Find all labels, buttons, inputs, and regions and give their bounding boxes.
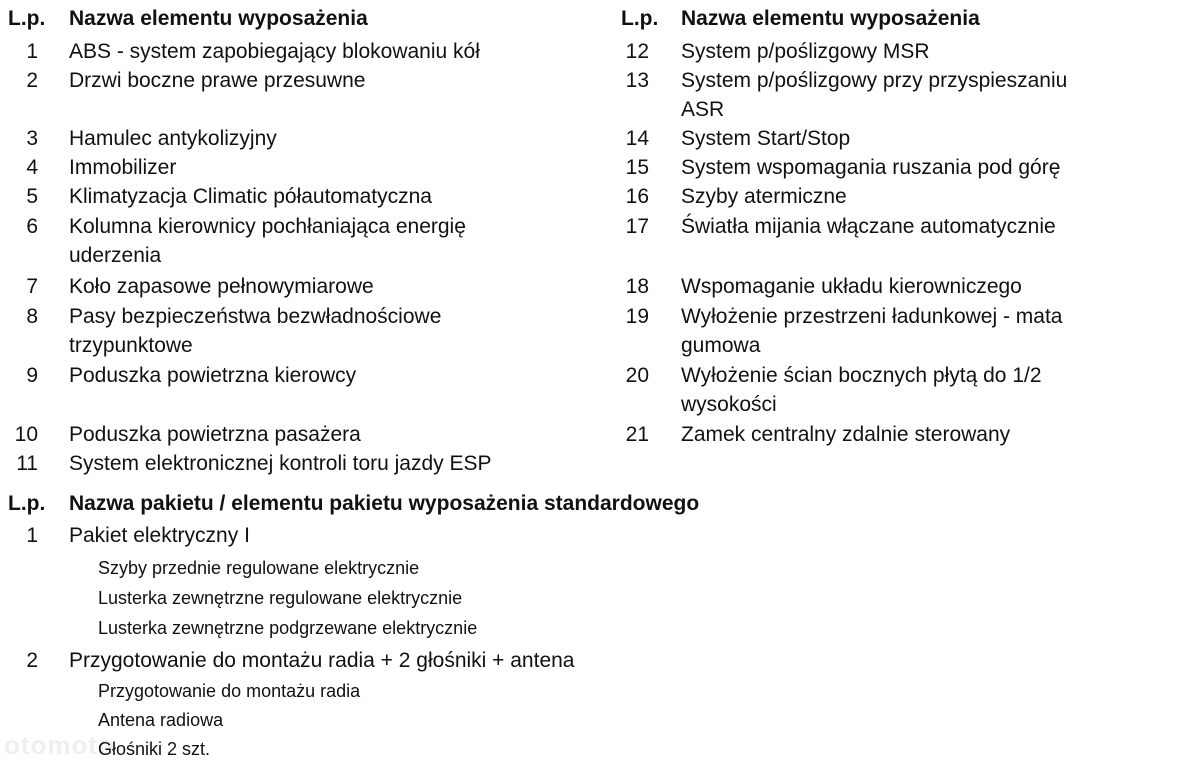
item-name: Zamek centralny zdalnie sterowany xyxy=(681,423,1011,446)
item-number: 4 xyxy=(26,156,38,179)
item-name-continued: trzypunktowe xyxy=(69,334,193,357)
package-element: Lusterka zewnętrzne podgrzewane elektrycznie xyxy=(98,618,478,638)
item-number: 13 xyxy=(625,69,649,92)
item-number: 10 xyxy=(14,423,38,446)
item-name-continued: ASR xyxy=(681,98,725,121)
item-name: System p/poślizgowy MSR xyxy=(681,40,930,63)
item-name: Szyby atermiczne xyxy=(681,185,847,208)
item-name: Klimatyzacja Climatic półautomatyczna xyxy=(69,185,432,208)
package-name: Przygotowanie do montażu radia + 2 głośniki + antena xyxy=(69,649,575,672)
package-element: Przygotowanie do montażu radia xyxy=(98,681,361,701)
package-header-name: Nazwa pakietu / elementu pakietu wyposażenia standardowego xyxy=(69,492,700,515)
item-name: Poduszka powietrzna kierowcy xyxy=(69,364,357,387)
package-number: 1 xyxy=(26,524,38,547)
item-number: 21 xyxy=(625,423,649,446)
item-number: 17 xyxy=(625,215,649,238)
item-name: Poduszka powietrzna pasażera xyxy=(69,423,361,446)
package-element: Antena radiowa xyxy=(98,710,224,730)
package-header-lp: L.p. xyxy=(8,492,46,515)
item-name: Wyłożenie przestrzeni ładunkowej - mata xyxy=(681,305,1063,328)
item-name: System p/poślizgowy przy przyspieszaniu xyxy=(681,69,1068,92)
right-header-name: Nazwa elementu wyposażenia xyxy=(681,7,980,30)
watermark: otomoto xyxy=(4,730,115,760)
item-name: ABS - system zapobiegający blokowaniu kół xyxy=(69,40,480,63)
item-name: Pasy bezpieczeństwa bezwładnościowe xyxy=(69,305,442,328)
item-name: Drzwi boczne prawe przesuwne xyxy=(69,69,366,92)
item-number: 3 xyxy=(26,127,38,150)
package-element: Szyby przednie regulowane elektrycznie xyxy=(98,558,420,578)
item-number: 1 xyxy=(26,40,38,63)
left-header-name: Nazwa elementu wyposażenia xyxy=(69,7,368,30)
item-name-continued: wysokości xyxy=(681,393,777,416)
item-name: Wyłożenie ścian bocznych płytą do 1/2 xyxy=(681,364,1042,387)
item-name: Kolumna kierownicy pochłaniająca energię xyxy=(69,215,466,238)
item-name: System wspomagania ruszania pod górę xyxy=(681,156,1061,179)
item-name: Światła mijania włączane automatycznie xyxy=(681,215,1056,238)
item-name-continued: gumowa xyxy=(681,334,761,357)
package-name: Pakiet elektryczny I xyxy=(69,524,250,547)
item-number: 2 xyxy=(26,69,38,92)
item-name-continued: uderzenia xyxy=(69,244,162,267)
item-name: System elektronicznej kontroli toru jazdy ESP xyxy=(69,452,492,475)
item-number: 16 xyxy=(625,185,649,208)
item-number: 19 xyxy=(625,305,649,328)
item-number: 5 xyxy=(26,185,38,208)
item-number: 18 xyxy=(625,275,649,298)
item-number: 12 xyxy=(625,40,649,63)
item-number: 8 xyxy=(26,305,38,328)
item-name: Hamulec antykolizyjny xyxy=(69,127,277,150)
item-number: 15 xyxy=(625,156,649,179)
item-number: 6 xyxy=(26,215,38,238)
item-name: System Start/Stop xyxy=(681,127,851,150)
item-number: 20 xyxy=(625,364,649,387)
item-name: Immobilizer xyxy=(69,156,177,179)
right-header-lp: L.p. xyxy=(621,7,659,30)
package-element: Lusterka zewnętrzne regulowane elektrycznie xyxy=(98,588,463,608)
package-number: 2 xyxy=(26,649,38,672)
item-number: 9 xyxy=(26,364,38,387)
item-name: Wspomaganie układu kierowniczego xyxy=(681,275,1022,298)
item-number: 7 xyxy=(26,275,38,298)
package-element: Głośniki 2 szt. xyxy=(98,739,211,759)
item-number: 14 xyxy=(625,127,649,150)
item-number: 11 xyxy=(16,452,38,475)
left-header-lp: L.p. xyxy=(8,7,46,30)
item-name: Koło zapasowe pełnowymiarowe xyxy=(69,275,374,298)
